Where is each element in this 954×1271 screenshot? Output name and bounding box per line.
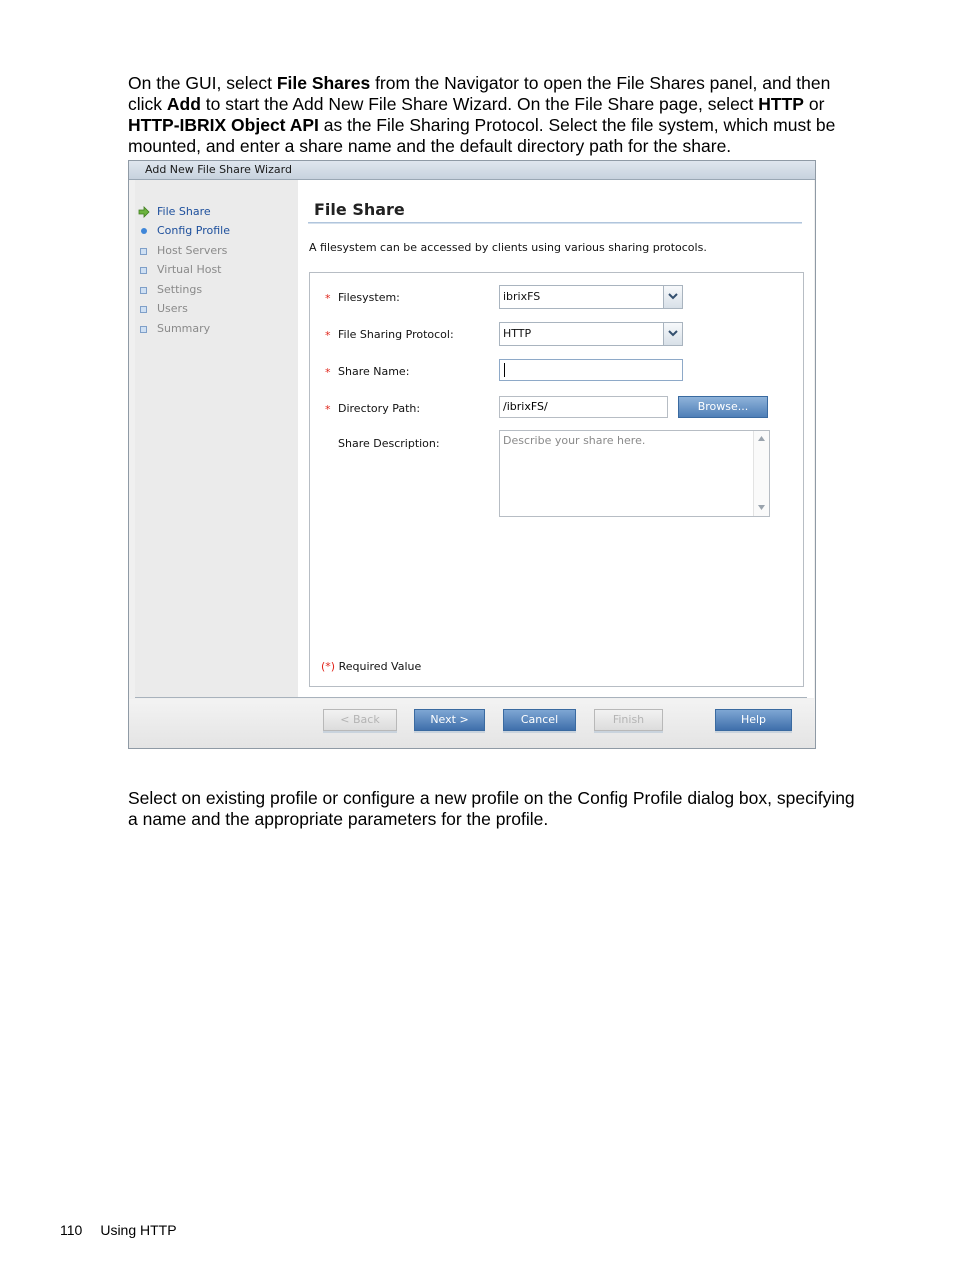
- finish-button[interactable]: Finish: [594, 709, 663, 731]
- directory-path-input[interactable]: /ibrixFS/: [499, 396, 668, 418]
- button-bar-divider: [135, 697, 807, 698]
- protocol-label: File Sharing Protocol:: [338, 328, 454, 341]
- filesystem-label: Filesystem:: [338, 291, 400, 304]
- bullet-dot-icon: [141, 228, 147, 234]
- page-number: 110: [60, 1222, 83, 1238]
- nav-item-users[interactable]: Users: [157, 302, 188, 315]
- scroll-down-icon[interactable]: [758, 505, 765, 510]
- nav-item-host-servers[interactable]: Host Servers: [157, 244, 227, 257]
- cancel-button[interactable]: Cancel: [503, 709, 576, 731]
- wizard-button-bar: [129, 699, 815, 748]
- share-description-textarea[interactable]: Describe your share here.: [499, 430, 770, 517]
- wizard-navigator: [135, 180, 298, 698]
- required-value-note: (*) Required Value: [321, 660, 422, 673]
- filesystem-select[interactable]: ibrixFS: [499, 285, 683, 309]
- page-footer: [60, 1222, 195, 1238]
- scrollbar[interactable]: [753, 431, 769, 516]
- required-star: *: [325, 292, 331, 305]
- outro-paragraph: Select on existing profile or configure a new profile on the Config Profile dialog box, specifying a name and the appropriate parameters for the profile.: [128, 787, 855, 829]
- nav-item-settings[interactable]: Settings: [157, 283, 202, 296]
- page-description: A filesystem can be accessed by clients using various sharing protocols.: [309, 241, 707, 254]
- bullet-square-icon: [140, 326, 147, 333]
- directory-path-label: Directory Path:: [338, 402, 421, 415]
- bullet-square-icon: [140, 287, 147, 294]
- bullet-square-icon: [140, 248, 147, 255]
- section-name: Using HTTP: [100, 1222, 177, 1238]
- help-button[interactable]: Help: [715, 709, 792, 731]
- title-divider: [308, 222, 802, 224]
- wizard-title: Add New File Share Wizard: [129, 161, 815, 180]
- required-star: *: [325, 329, 331, 342]
- required-star: *: [325, 403, 331, 416]
- wizard-content: [298, 180, 814, 698]
- scroll-up-icon[interactable]: [758, 436, 765, 441]
- share-name-label: Share Name:: [338, 365, 410, 378]
- nav-item-virtual-host[interactable]: Virtual Host: [157, 263, 222, 276]
- browse-button[interactable]: Browse...: [678, 396, 768, 418]
- nav-item-file-share[interactable]: File Share: [157, 205, 211, 218]
- bullet-square-icon: [140, 306, 147, 313]
- share-description-label: Share Description:: [338, 437, 440, 450]
- add-file-share-wizard: [128, 160, 816, 749]
- back-button[interactable]: < Back: [323, 709, 397, 731]
- nav-item-config-profile[interactable]: Config Profile: [157, 224, 230, 237]
- bullet-square-icon: [140, 267, 147, 274]
- next-button[interactable]: Next >: [414, 709, 485, 731]
- chevron-down-icon[interactable]: [663, 286, 682, 308]
- protocol-select[interactable]: HTTP: [499, 322, 683, 346]
- share-name-input[interactable]: [499, 359, 683, 381]
- arrow-right-icon: [138, 206, 150, 218]
- text-cursor: [504, 363, 505, 377]
- nav-item-summary[interactable]: Summary: [157, 322, 210, 335]
- intro-paragraph: On the GUI, select File Shares from the Navigator to open the File Shares panel, and then click Add to start the Add New File Share Wizard. On the File Share page, select HTTP or HTTP-IBRIX Object API as the File Sharing Protocol. Select the file system, which must be mounted, and enter a share name and the default directory path for the share.: [128, 72, 836, 156]
- chevron-down-icon[interactable]: [663, 323, 682, 345]
- page-title: File Share: [314, 200, 405, 219]
- file-share-form: [309, 272, 804, 687]
- required-star: *: [325, 366, 331, 379]
